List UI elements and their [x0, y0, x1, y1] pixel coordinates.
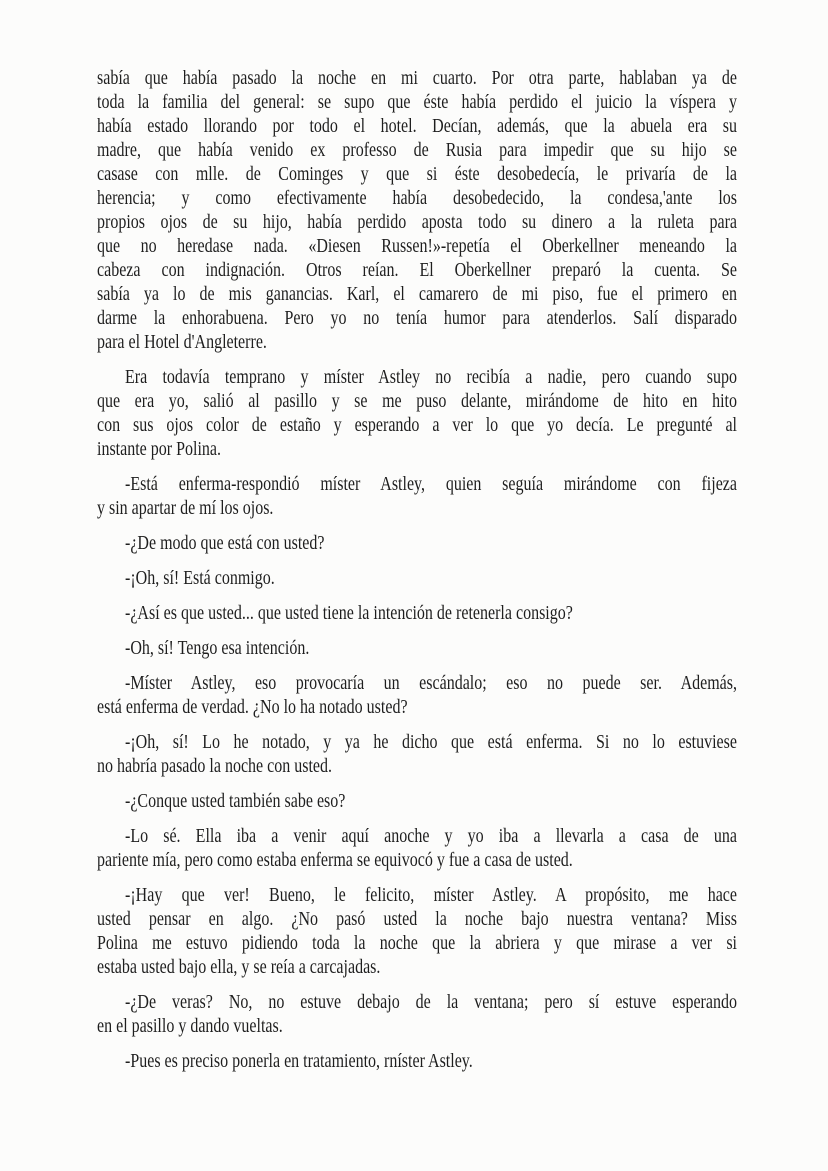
- text-line: pariente mía, pero como estaba enferma se equivocó y fue a casa de usted.: [97, 849, 573, 871]
- text-line: Era todavía temprano y míster Astley no recibía a nadie, pero cuando supo: [125, 366, 737, 388]
- paragraph: [97, 66, 737, 354]
- text-line: -¡Oh, sí! Está conmigo.: [125, 567, 275, 589]
- paragraph: [97, 472, 737, 520]
- text-line: no habría pasado la noche con usted.: [97, 755, 333, 777]
- paragraph: [97, 1049, 737, 1073]
- text-line: propios ojos de su hijo, había perdido aposta todo su dinero a la ruleta para: [97, 211, 737, 233]
- page-text: [97, 66, 737, 1073]
- text-line: -¿De veras? No, no estuve debajo de la ventana; pero sí estuve esperando: [125, 991, 737, 1013]
- text-line: -¿De modo que está con usted?: [125, 532, 325, 554]
- text-line: está enferma de verdad. ¿No lo ha notado usted?: [97, 696, 408, 718]
- text-line: -Lo sé. Ella iba a venir aquí anoche y yo iba a llevarla a casa de una: [125, 825, 737, 847]
- paragraph: [97, 365, 737, 461]
- paragraph: [97, 566, 737, 590]
- text-line: Polina me estuvo pidiendo toda la noche que la abriera y que mirase a ver si: [97, 932, 737, 954]
- paragraph: [97, 730, 737, 778]
- text-line: en el pasillo y dando vueltas.: [97, 1015, 283, 1037]
- paragraph: [97, 789, 737, 813]
- text-line: -Pues es preciso ponerla en tratamiento, rníster Astley.: [125, 1050, 473, 1072]
- text-line: -Oh, sí! Tengo esa intención.: [125, 637, 310, 659]
- text-line: -¿Conque usted también sabe eso?: [125, 790, 346, 812]
- text-line: había estado llorando por todo el hotel. Decían, además, que la abuela era su: [97, 115, 737, 137]
- text-line: y sin apartar de mí los ojos.: [97, 497, 274, 519]
- text-line: con sus ojos color de estaño y esperando a ver lo que yo decía. Le pregunté al: [97, 414, 737, 436]
- paragraph: [97, 636, 737, 660]
- text-line: cabeza con indignación. Otros reían. El Oberkellner preparó la cuenta. Se: [97, 259, 737, 281]
- text-line: usted pensar en algo. ¿No pasó usted la noche bajo nuestra ventana? Miss: [97, 908, 737, 930]
- text-line: toda la familia del general: se supo que éste había perdido el juicio la víspera y: [97, 91, 737, 113]
- paragraph: [97, 531, 737, 555]
- text-line: herencia; y como efectivamente había desobedecido, la condesa,'ante los: [97, 187, 737, 209]
- text-line: darme la enhorabuena. Pero yo no tenía humor para atenderlos. Salí disparado: [97, 307, 737, 329]
- text-line: instante por Polina.: [97, 438, 221, 460]
- paragraph: [97, 601, 737, 625]
- text-line: -¿Así es que usted... que usted tiene la intención de retenerla consigo?: [125, 602, 573, 624]
- text-line: que era yo, salió al pasillo y se me puso delante, mirándome de hito en hito: [97, 390, 737, 412]
- paragraph: [97, 824, 737, 872]
- text-line: estaba usted bajo ella, y se reía a carcajadas.: [97, 956, 381, 978]
- text-line: para el Hotel d'Angleterre.: [97, 331, 267, 353]
- paragraph: [97, 671, 737, 719]
- text-line: sabía ya lo de mis ganancias. Karl, el camarero de mi piso, fue el primero en: [97, 283, 737, 305]
- text-line: -¡Hay que ver! Bueno, le felicito, míster Astley. A propósito, me hace: [125, 884, 737, 906]
- paragraph: [97, 990, 737, 1038]
- text-line: -Está enferma-respondió míster Astley, quien seguía mirándome con fijeza: [125, 473, 737, 495]
- text-line: madre, que había venido ex professo de Rusia para impedir que su hijo se: [97, 139, 737, 161]
- text-line: casase con mlle. de Cominges y que si éste desobedecía, le privaría de la: [97, 163, 737, 185]
- paragraph: [97, 883, 737, 979]
- text-line: -Míster Astley, eso provocaría un escándalo; eso no puede ser. Además,: [125, 672, 737, 694]
- text-line: que no heredase nada. «Diesen Russen!»-repetía el Oberkellner meneando la: [97, 235, 737, 257]
- text-line: sabía que había pasado la noche en mi cuarto. Por otra parte, hablaban ya de: [97, 67, 737, 89]
- text-line: -¡Oh, sí! Lo he notado, y ya he dicho que está enferma. Si no lo estuviese: [125, 731, 737, 753]
